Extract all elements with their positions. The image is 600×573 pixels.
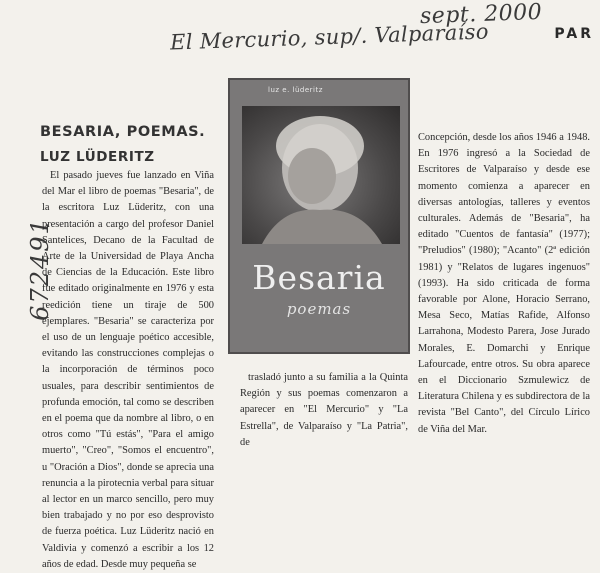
article-title: BESARIA, POEMAS. xyxy=(40,124,206,140)
article-column-1: El pasado jueves fue lanzado en Viña del Mar el libro de poemas "Besaria", de la escritora Luz Lüderitz, con una presentación a cargo del profesor Daniel Santelices, Decano de la Facultad de Arte de la Universidad de Playa Ancha de Ciencias de la Educación. Este libro fue editado originalmente en 1976 y esta reedición tiene un tiraje de 500 ejemplares. "Besaria" se caracteriza por el uso de un lenguaje poético accesible, evitando las construcciones complejas o la incorporación de términos poco usuales, para describir sentimientos de profunda emoción, tal como se describen en el poema que da nombre al libro, o en otros como "Tú estás", "Para el amigo muerto", "Creo", "Somos el encuentro", u "Oración a Dios", donde se aprecia una renuncia a la pirotecnia verbal para situar al lector en un marco sencillo, pero muy bien trabajado y no por eso desprovisto de fuerza poética. Luz Lüderitz nació en Valdivia y comenzó a escribir a los 12 años de edad. Desde muy pequeña se xyxy=(42,170,214,570)
portrait-silhouette xyxy=(242,106,400,244)
author-portrait-photo xyxy=(242,106,400,244)
handwritten-catalog-number: 672491 xyxy=(25,217,54,321)
article-author: LUZ LÜDERITZ xyxy=(40,149,155,165)
handwritten-date: sept. 2000 xyxy=(419,0,543,30)
book-cover-author: luz e. lüderitz xyxy=(268,86,323,94)
book-cover-image xyxy=(228,78,410,354)
article-column-3: Concepción, desde los años 1946 a 1948. En 1976 ingresó a la Sociedad de Escritores de Valparaíso y desde ese momento comienza a aparecer en diversas antologías, talleres y eventos culturales. Además de "Besaria", ha editado "Cuentos de fantasía" (1977); "Preludios" (1980); "Acanto" (2ª edición 1981) y "Relatos de lugares ingenuos" (1993). Ha sido criticada de forma favorable por Alone, Horacio Serrano, Mesa Seco, Matías Rafide, Alfonso Larrahona, Modesto Parera, Jose Jurado Morales, E. Domarchi y Enrique Lafourcade, entre otros. Su obra aparece en el Diccionario Szmulewicz de Literatura Chilena y es subdirectora de la revista "Bel Canto", del Círculo Lírico de Viña del Mar. xyxy=(418,132,590,435)
section-tag: PAR xyxy=(554,26,594,42)
book-cover-title: Besaria xyxy=(252,258,386,297)
book-cover-subtitle: poemas xyxy=(286,300,352,318)
handwritten-source: El Mercurio, sup/. Valparaíso xyxy=(169,19,490,55)
article-column-2: trasladó junto a su familia a la Quinta Región y sus poemas comenzaron a aparecer en "El Mercurio" y "La Estrella", de Valparaíso y "La Patria", de xyxy=(240,372,408,448)
